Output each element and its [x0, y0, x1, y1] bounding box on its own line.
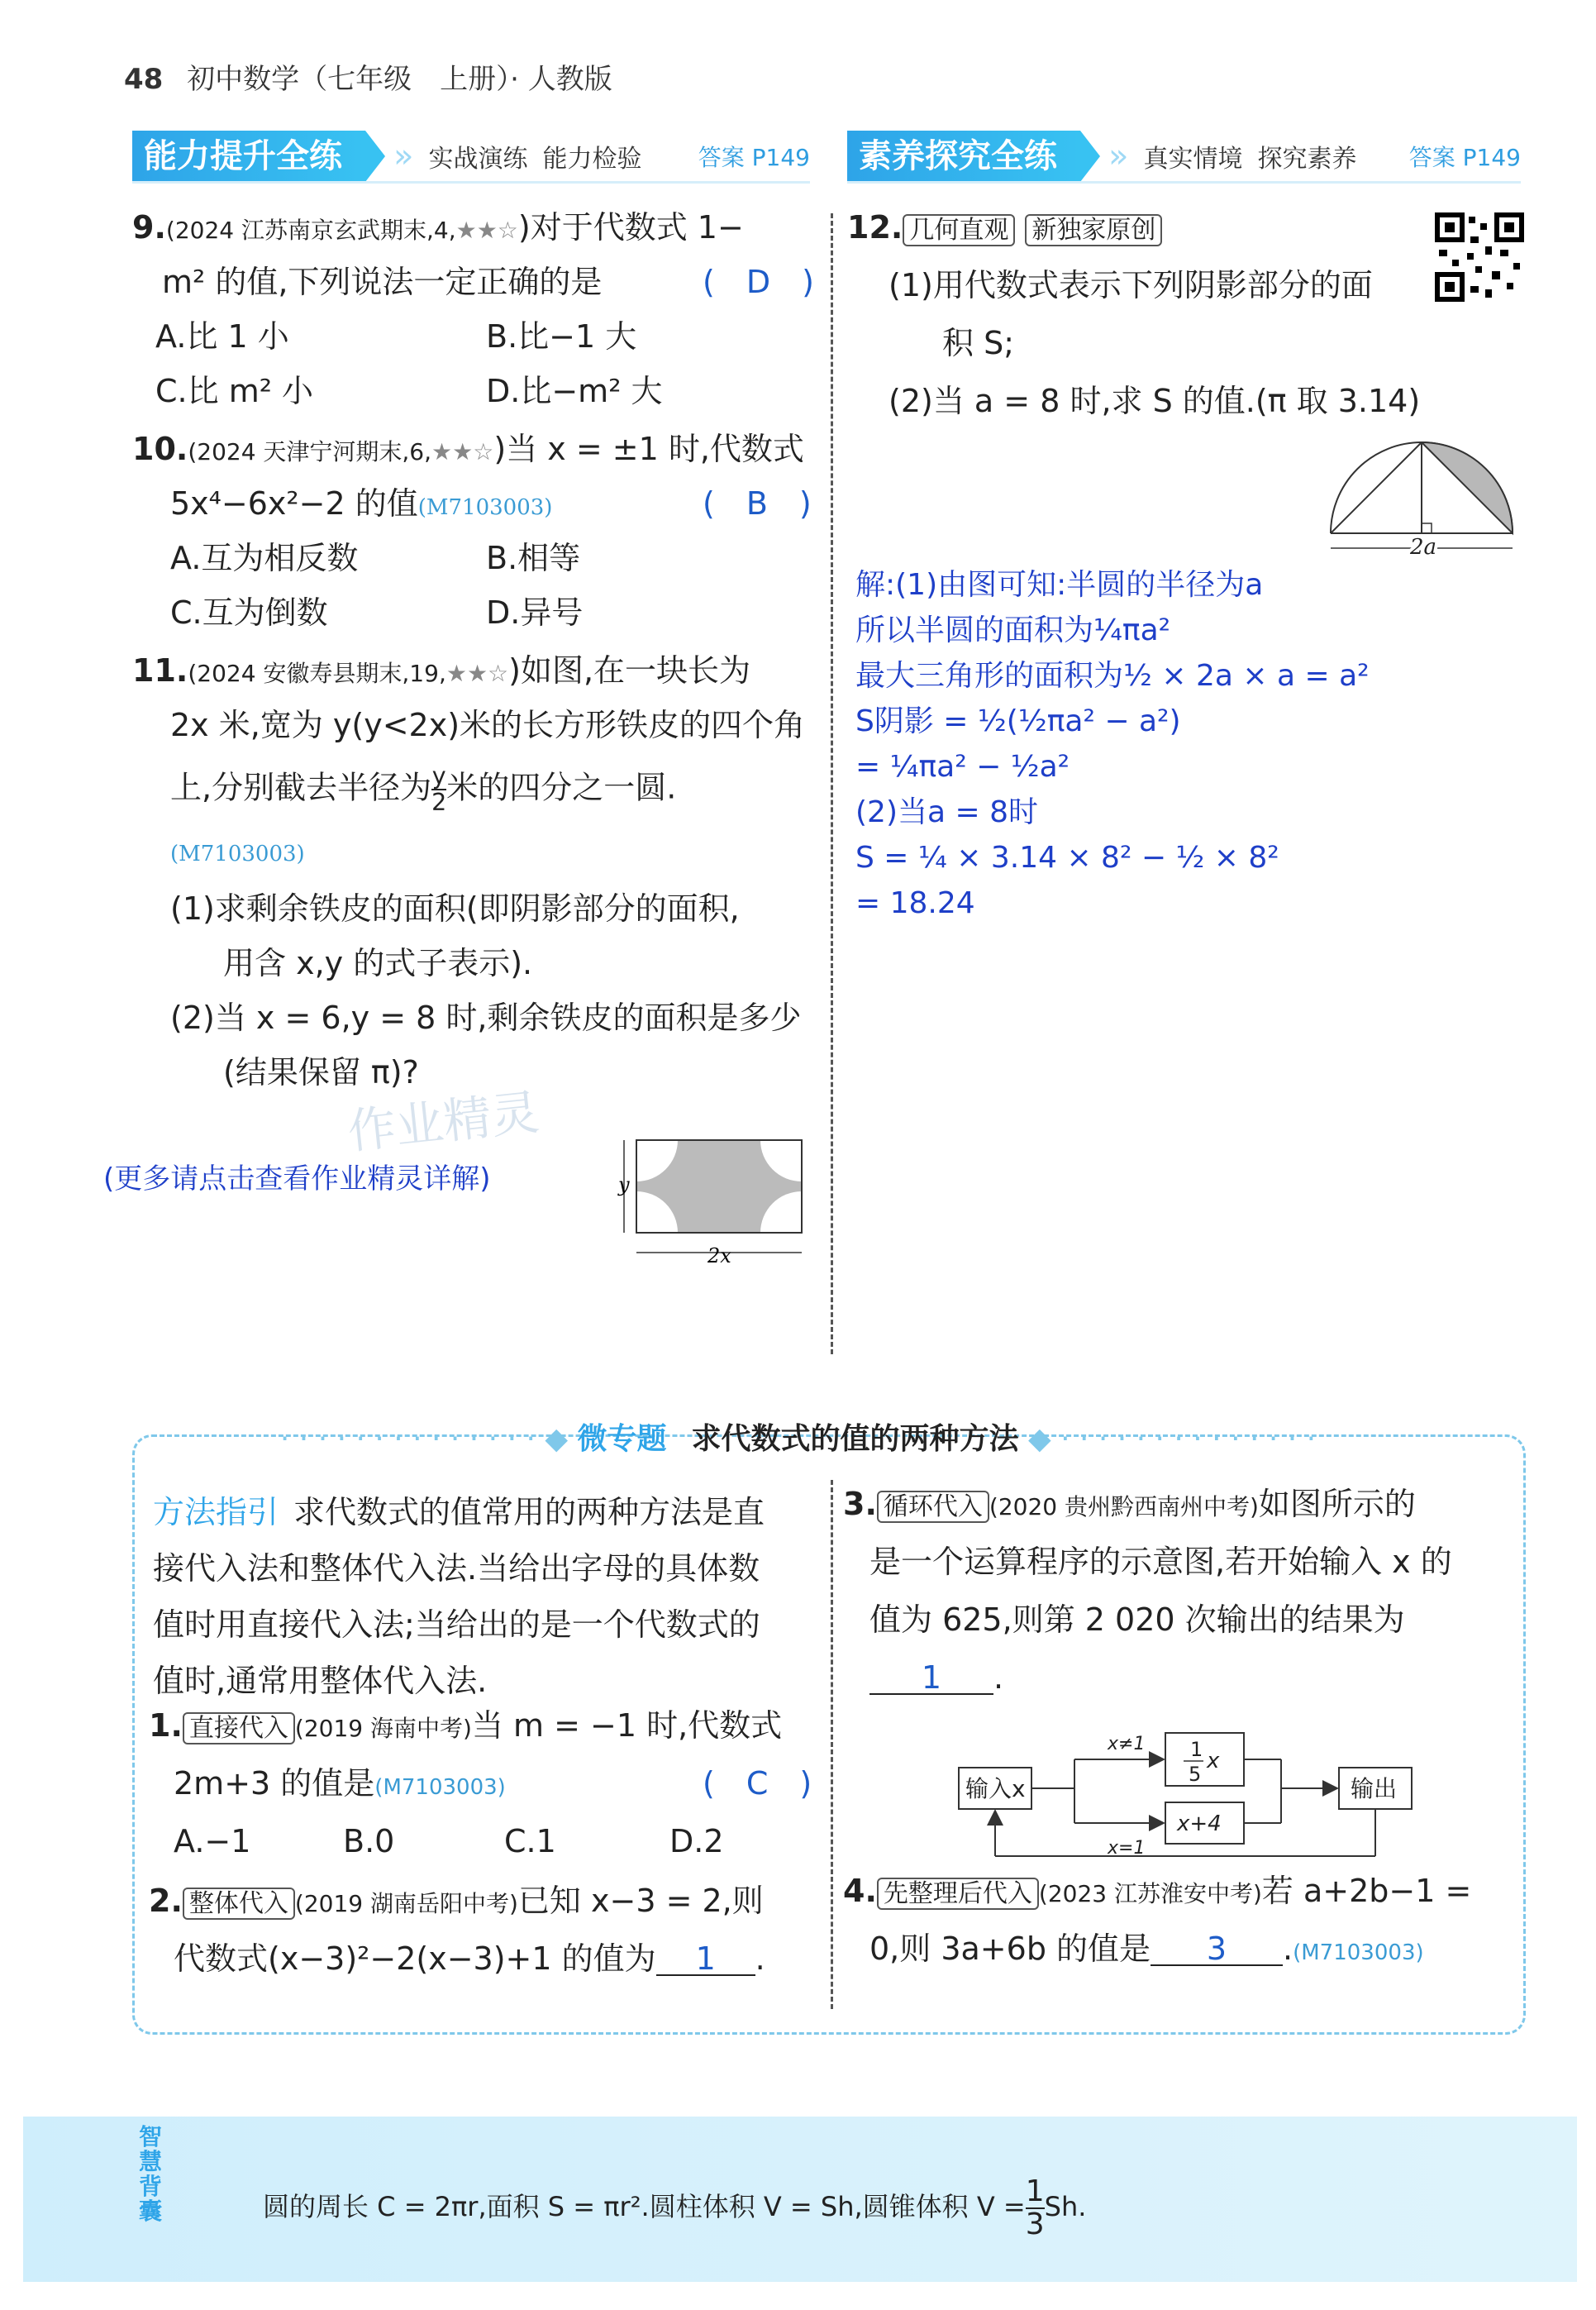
footer-text: 圆的周长 C = 2πr,面积 S = πr².圆柱体积 V = Sh,圆锥体积 V = $\frac{1}{3}$ Sh.: [263, 2174, 1087, 2241]
micro-question-1: 1. 直接代入 (2019 海南中考)当 m = −1 时,代数式 2m+3 的值是(M7103003) ( C ) A.−1 B.0 C.1 D.2: [149, 1710, 810, 1883]
option: C.比 m² 小: [155, 373, 314, 409]
more-details-link[interactable]: (更多请点击查看作业精灵详解): [103, 1162, 491, 1196]
option: D.比−m² 大: [486, 373, 663, 409]
right-section-banner: [847, 131, 1521, 182]
answer-value: D: [746, 264, 771, 300]
tag-badge: 几何直观: [903, 214, 1015, 246]
left-section-banner: [132, 131, 810, 182]
option: B.相等: [486, 540, 581, 576]
footer-tip: [23, 2117, 1577, 2282]
flow-box1-den: 5: [1189, 1763, 1202, 1786]
option: C.1: [504, 1823, 556, 1859]
section-tag: 能力提升全练: [132, 131, 365, 182]
page-header: [124, 56, 612, 97]
q12-figure: [1322, 434, 1529, 566]
difficulty-stars-icon: ★★☆: [455, 217, 518, 244]
tag-badge: 整体代入: [183, 1888, 295, 1920]
section-tag: 素养探究全练: [847, 131, 1080, 182]
difficulty-stars-icon: ★★☆: [431, 438, 494, 465]
banner-sub-1: 实战演练: [428, 145, 528, 174]
q12-solution: [855, 562, 1517, 926]
option: A.−1: [174, 1823, 251, 1859]
question-9: 9.(2024 江苏南京玄武期末,4,★★☆)对于代数式 1− m² 的值,下列说法一定正确的是 ( D ) A.比 1 小 B.比−1 大 C.比 m² 小 D.比−m² 大: [132, 212, 810, 430]
question-11: 11.(2024 安徽寿县期末,19,★★☆)如图,在一块长为 2x 米,宽为 y(y<2x)米的长方形铁皮的四个角 上,分别截去半径为 $\frac{y}{2}$ 米的四分之一圆. (M7103003) (1)求剩余铁皮的面积(即阴影部分的面积, 用含 x,y 的式子表示). (2)当 x = 6,y = 8 时,剩余铁皮的面积是多少 (结果保留 π)?: [132, 652, 806, 1091]
option: A.互为相反数: [170, 540, 359, 576]
answer-blank: 3: [1151, 1933, 1283, 1966]
tag-badge: 直接代入: [183, 1712, 295, 1744]
answer-ref: 答案 P149: [698, 144, 810, 171]
flow-input: 输入x: [965, 1775, 1026, 1802]
option: A.比 1 小: [155, 318, 289, 355]
question-12: 12. 几何直观 新独家原创 (1)用代数式表示下列阴影部分的面 积 S; (2)当 a = 8 时,求 S 的值.(π 取 3.14): [847, 209, 1421, 419]
answer-value: C: [746, 1765, 769, 1802]
option: D.异号: [486, 594, 584, 631]
answer-ref: 答案 P149: [1408, 144, 1521, 171]
solution-line: 所以半圆的面积为¼πa²: [855, 613, 1171, 647]
micro-question-4: 4. 先整理后代入 (2023 江苏淮安中考)若 a+2b−1 = 0,则 3a+6b 的值是 3 .(M7103003): [843, 1873, 1472, 1967]
label-2a: 2a: [1410, 535, 1437, 560]
label-2x: 2x: [707, 1244, 731, 1267]
book-title: 初中数学（七年级 上册）· 人教版: [187, 63, 612, 96]
solution-line: S阴影 = ½(½πa² − a²): [855, 704, 1181, 738]
watermark: 作业精灵: [345, 1084, 542, 1160]
method-guide: 方法指引 求代数式的值常用的两种方法是直 接代入法和整体代入法.当给出字母的具体数 值时用直接代入法;当给出的是一个代数式的 值时,通常用整体代入法.: [153, 1494, 765, 1699]
banner-sub-2: 能力检验: [542, 145, 642, 174]
flow-box1-var: x: [1207, 1749, 1220, 1773]
q11-figure: [612, 1129, 818, 1277]
chevron-icon: »: [393, 137, 414, 175]
tag-badge: 新独家原创: [1025, 214, 1162, 246]
flow-cond1: x≠1: [1108, 1734, 1146, 1754]
footer-side-label: 智慧背囊: [139, 2123, 163, 2225]
page-number: 48: [124, 63, 164, 96]
solution-line: S = ¼ × 3.14 × 8² − ½ × 8²: [855, 841, 1279, 875]
chevron-icon: »: [1108, 137, 1129, 175]
column-divider: [831, 213, 833, 1354]
flow-box1-num: 1: [1190, 1738, 1203, 1761]
answer-blank: 1: [656, 1943, 755, 1976]
option: C.互为倒数: [170, 594, 328, 631]
micro-divider: [831, 1480, 833, 2009]
tag-badge: 循环代入: [877, 1491, 989, 1523]
question-10: 10.(2024 天津宁河期末,6,★★☆)当 x = ±1 时,代数式 5x⁴−6x²−2 的值(M7103003) ( B ) A.互为相反数 B.相等 C.互为倒数 D.异号: [132, 433, 810, 651]
option: B.0: [343, 1823, 395, 1859]
guide-tag: 方法指引: [153, 1494, 279, 1530]
micro-question-2: 2. 整体代入 (2019 湖南岳阳中考)已知 x−3 = 2,则 代数式(x−3)²−2(x−3)+1 的值为 1 .: [149, 1883, 765, 1977]
answer-value: B: [746, 485, 768, 522]
micro-question-3: 3. 循环代入 (2020 贵州黔西南州中考)如图所示的 是一个运算程序的示意图,若开始输入 x 的 值为 625,则第 2 020 次输出的结果为 1 .: [843, 1486, 1452, 1696]
difficulty-stars-icon: ★★☆: [445, 660, 509, 687]
banner-sub-2: 探究素养: [1257, 145, 1357, 174]
option: D.2: [669, 1823, 724, 1859]
solution-line: = ¼πa² − ½a²: [855, 750, 1070, 784]
answer-blank: 1: [869, 1662, 993, 1695]
tag-badge: 先整理后代入: [877, 1878, 1039, 1910]
flow-cond2: x=1: [1108, 1838, 1146, 1859]
qr-code-icon[interactable]: [1434, 212, 1525, 303]
label-y: y: [618, 1173, 630, 1196]
solution-line: = 18.24: [855, 886, 975, 920]
option: B.比−1 大: [486, 318, 637, 355]
flow-box2: x+4: [1177, 1811, 1222, 1836]
solution-line: 最大三角形的面积为½ × 2a × a = a²: [855, 659, 1370, 693]
flowchart: [950, 1711, 1413, 1869]
flow-output: 输出: [1351, 1775, 1398, 1802]
banner-sub-1: 真实情境: [1143, 145, 1243, 174]
solution-line: (2)当a = 8时: [855, 795, 1039, 829]
solution-line: 解:(1)由图可知:半圆的半径为a: [855, 568, 1264, 602]
micro-topic-title: · · · · · · · · · · · · · · ◆ 微专题 求代数式的值的两种方法 ◆ · · · · · · · · · · · · · ·: [279, 1422, 1317, 1456]
